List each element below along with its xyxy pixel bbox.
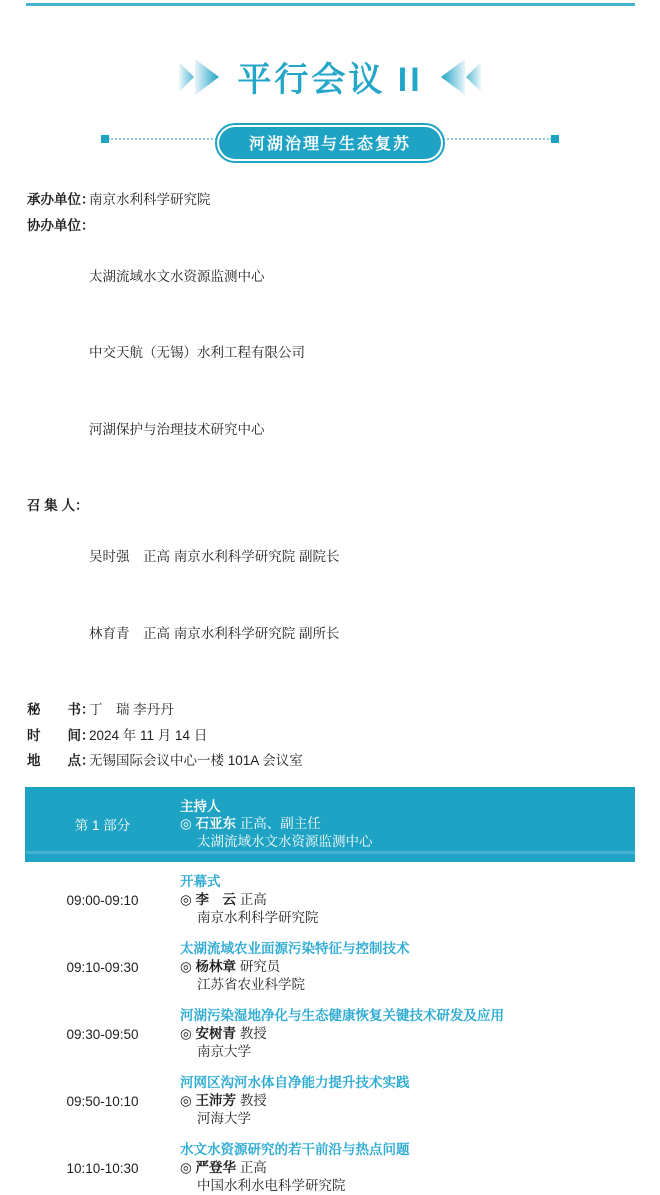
- double-chevron-left-icon: [439, 59, 481, 95]
- session-chair-block: [180, 798, 635, 851]
- schedule-row: [25, 1074, 635, 1128]
- time-slot: 09:30-09:50: [25, 1027, 180, 1042]
- speaker-bullet-icon: ◎: [180, 1093, 192, 1108]
- meta-value: 南京水利科学研究院: [89, 187, 211, 213]
- chair-title: 正高、副主任: [240, 816, 321, 831]
- talk-block: [180, 873, 635, 927]
- double-chevron-right-icon: [179, 59, 221, 95]
- meta-row-organizer: [27, 187, 660, 213]
- time-slot: 09:00-09:10: [25, 893, 180, 908]
- time-slot: 09:50-10:10: [25, 1094, 180, 1109]
- next-section-bar-edge: [26, 851, 635, 854]
- dotted-line-end-square-left: [101, 135, 109, 143]
- speaker-title: 教授: [240, 1093, 267, 1108]
- chair-org: 太湖流域水文水资源监测中心: [180, 833, 635, 851]
- meta-label: 地 点：: [27, 748, 89, 774]
- speaker-title: 正高: [240, 892, 267, 907]
- speaker-bullet-icon: ◎: [180, 816, 192, 831]
- time-slot: 09:10-09:30: [25, 960, 180, 975]
- session-meta-list: [27, 187, 660, 774]
- meta-row-secretaries: [27, 697, 660, 723]
- schedule-row: [25, 1141, 635, 1195]
- meta-value: 丁 瑞 李丹丹: [89, 697, 174, 723]
- meta-row-coorganizer: [27, 213, 660, 494]
- talk-title: 太湖流域农业面源污染特征与控制技术: [180, 940, 635, 958]
- speaker-org: 河海大学: [180, 1110, 635, 1128]
- session-topic-label: 河湖治理与生态复苏: [219, 127, 441, 159]
- top-divider-rule: [26, 3, 635, 6]
- page-title-row: [0, 0, 660, 101]
- meta-row-venue: [27, 748, 660, 774]
- speaker-title: 教授: [240, 1026, 267, 1041]
- speaker-bullet-icon: ◎: [180, 959, 192, 974]
- talk-title: 水文水资源研究的若干前沿与热点问题: [180, 1141, 635, 1159]
- speaker-org: 江苏省农业科学院: [180, 976, 635, 994]
- speaker-title: 研究员: [240, 959, 281, 974]
- talk-block: [180, 1141, 635, 1195]
- chair-name: 石亚东: [196, 816, 237, 831]
- speaker-title: 正高: [240, 1160, 267, 1175]
- talk-block: [180, 1007, 635, 1061]
- speaker-name: 杨林章: [196, 959, 237, 974]
- meta-value: 中交天航（无锡）水利工程有限公司: [89, 340, 305, 366]
- schedule-row: [25, 1007, 635, 1061]
- speaker-org: 南京大学: [180, 1043, 635, 1061]
- meta-label: 时 间：: [27, 723, 89, 749]
- meta-row-date: [27, 723, 660, 749]
- meta-value: 2024 年 11 月 14 日: [89, 723, 207, 749]
- meta-row-conveners: [27, 493, 660, 697]
- talk-title: 河湖污染湿地净化与生态健康恢复关键技术研发及应用: [180, 1007, 635, 1025]
- meta-value: 吴时强 正高 南京水利科学研究院 副院长: [89, 544, 340, 570]
- meta-label: 承办单位：: [27, 187, 89, 213]
- speaker-name: 李 云: [196, 892, 237, 907]
- page-title: 平行会议 II: [237, 52, 422, 101]
- schedule-rows: [25, 873, 635, 1195]
- meta-label: 协办单位：: [27, 213, 89, 494]
- speaker-bullet-icon: ◎: [180, 892, 192, 907]
- meta-value: 林育青 正高 南京水利科学研究院 副所长: [89, 621, 340, 647]
- meta-label: 秘 书：: [27, 697, 89, 723]
- speaker-org: 中国水利水电科学研究院: [180, 1177, 635, 1195]
- time-slot: 10:10-10:30: [25, 1161, 180, 1176]
- speaker-bullet-icon: ◎: [180, 1160, 192, 1175]
- talk-block: [180, 940, 635, 994]
- chair-role-title: 主持人: [180, 799, 221, 814]
- speaker-org: 南京水利科学研究院: [180, 909, 635, 927]
- meta-value: 太湖流域水文水资源监测中心: [89, 264, 305, 290]
- talk-title: 河网区沟河水体自净能力提升技术实践: [180, 1074, 635, 1092]
- meta-value: 河湖保护与治理技术研究中心: [89, 417, 305, 443]
- session-topic-badge: [215, 123, 445, 163]
- schedule-row: [25, 873, 635, 927]
- speaker-bullet-icon: ◎: [180, 1026, 192, 1041]
- speaker-name: 安树青: [196, 1026, 237, 1041]
- talk-title: 开幕式: [180, 873, 635, 891]
- session-part-label: 第 1 部分: [25, 798, 180, 851]
- dotted-line-end-square-right: [551, 135, 559, 143]
- meta-value: 无锡国际会议中心一楼 101A 会议室: [89, 748, 303, 774]
- talk-block: [180, 1074, 635, 1128]
- session-schedule: [25, 787, 635, 1195]
- schedule-row: [25, 940, 635, 994]
- meta-label: 召 集 人：: [27, 493, 89, 697]
- session-badge-row: [0, 123, 660, 157]
- speaker-name: 严登华: [196, 1160, 237, 1175]
- speaker-name: 王沛芳: [196, 1093, 237, 1108]
